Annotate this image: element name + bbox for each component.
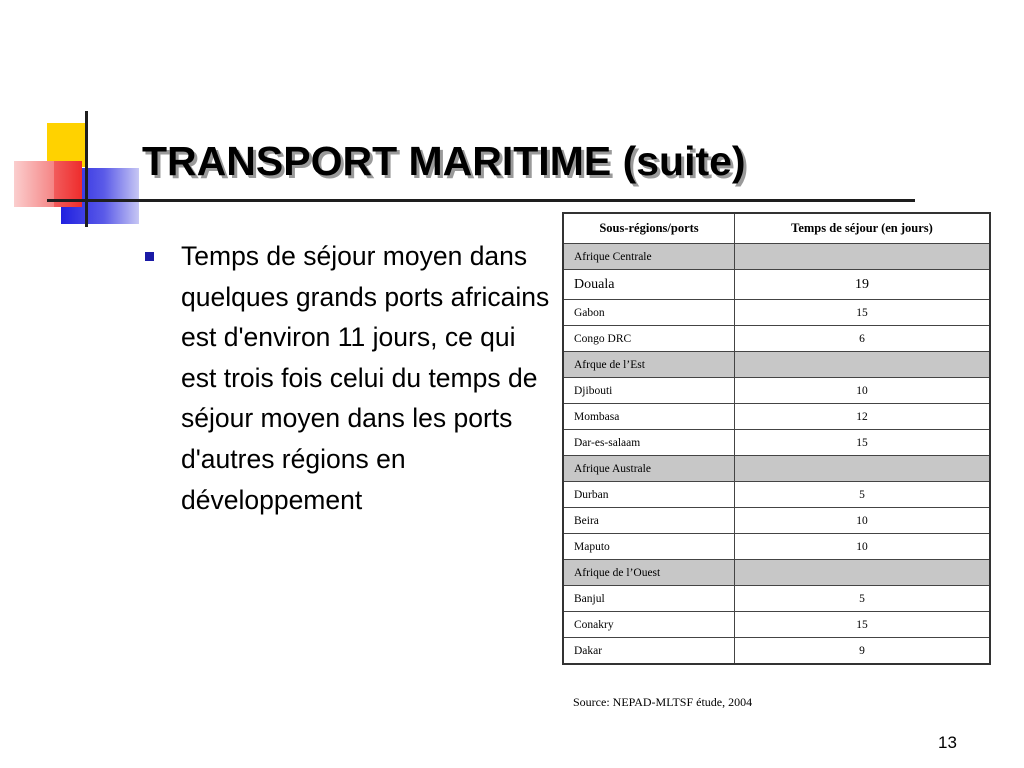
dwell-time-value: 19 — [735, 270, 991, 300]
header-dwell-time: Temps de séjour (en jours) — [735, 213, 991, 244]
region-name: Afrique Centrale — [563, 244, 735, 270]
table-row — [563, 300, 990, 326]
table-row — [563, 430, 990, 456]
table-row — [563, 586, 990, 612]
bullet-text: Temps de séjour moyen dans quelques grands ports africains est d'environ 11 jours, ce qui est trois fois celui du temps de séjour moyen dans les ports d'autres régions en développement — [181, 241, 550, 515]
table-row — [563, 638, 990, 665]
page-number: 13 — [938, 733, 957, 752]
region-name: Afrique Australe — [563, 456, 735, 482]
region-name: Afrique de l’Ouest — [563, 560, 735, 586]
table-row — [563, 378, 990, 404]
region-row — [563, 244, 990, 270]
slide-title: TRANSPORT MARITIME (suite) — [142, 138, 746, 184]
dwell-time-value: 9 — [735, 638, 991, 665]
table-header-row — [563, 213, 990, 244]
table-body — [563, 244, 990, 665]
dwell-time-value: 6 — [735, 326, 991, 352]
table-row — [563, 612, 990, 638]
table-row — [563, 326, 990, 352]
dwell-time-value: 10 — [735, 534, 991, 560]
dwell-time-value: 5 — [735, 482, 991, 508]
table-row — [563, 482, 990, 508]
dwell-time-value — [735, 560, 991, 586]
source-note: Source: NEPAD-MLTSF étude, 2004 — [573, 695, 753, 709]
header-subregion-port: Sous-régions/ports — [563, 213, 735, 244]
table-row — [563, 534, 990, 560]
port-name: Djibouti — [563, 378, 735, 404]
port-name: Maputo — [563, 534, 735, 560]
port-name: Durban — [563, 482, 735, 508]
port-name: Gabon — [563, 300, 735, 326]
dwell-time-value — [735, 244, 991, 270]
dwell-time-value: 10 — [735, 508, 991, 534]
region-row — [563, 456, 990, 482]
dwell-time-value — [735, 456, 991, 482]
port-name: Conakry — [563, 612, 735, 638]
port-name: Dakar — [563, 638, 735, 665]
port-dwell-time-table — [562, 212, 991, 665]
port-name: Douala — [563, 270, 735, 300]
port-name: Beira — [563, 508, 735, 534]
region-name: Afrque de l’Est — [563, 352, 735, 378]
table-row — [563, 508, 990, 534]
vertical-rule — [85, 111, 88, 227]
title-underline-rule — [47, 199, 915, 202]
region-row — [563, 560, 990, 586]
table-row — [563, 270, 990, 300]
dwell-time-value: 10 — [735, 378, 991, 404]
dwell-time-value: 15 — [735, 300, 991, 326]
dwell-time-value: 12 — [735, 404, 991, 430]
port-name: Banjul — [563, 586, 735, 612]
square-bullet-icon — [145, 252, 154, 261]
region-row — [563, 352, 990, 378]
dwell-time-value: 15 — [735, 612, 991, 638]
port-name: Mombasa — [563, 404, 735, 430]
port-name: Congo DRC — [563, 326, 735, 352]
dwell-time-value — [735, 352, 991, 378]
dwell-time-value: 15 — [735, 430, 991, 456]
port-name: Dar-es-salaam — [563, 430, 735, 456]
dwell-time-value: 5 — [735, 586, 991, 612]
table-row — [563, 404, 990, 430]
